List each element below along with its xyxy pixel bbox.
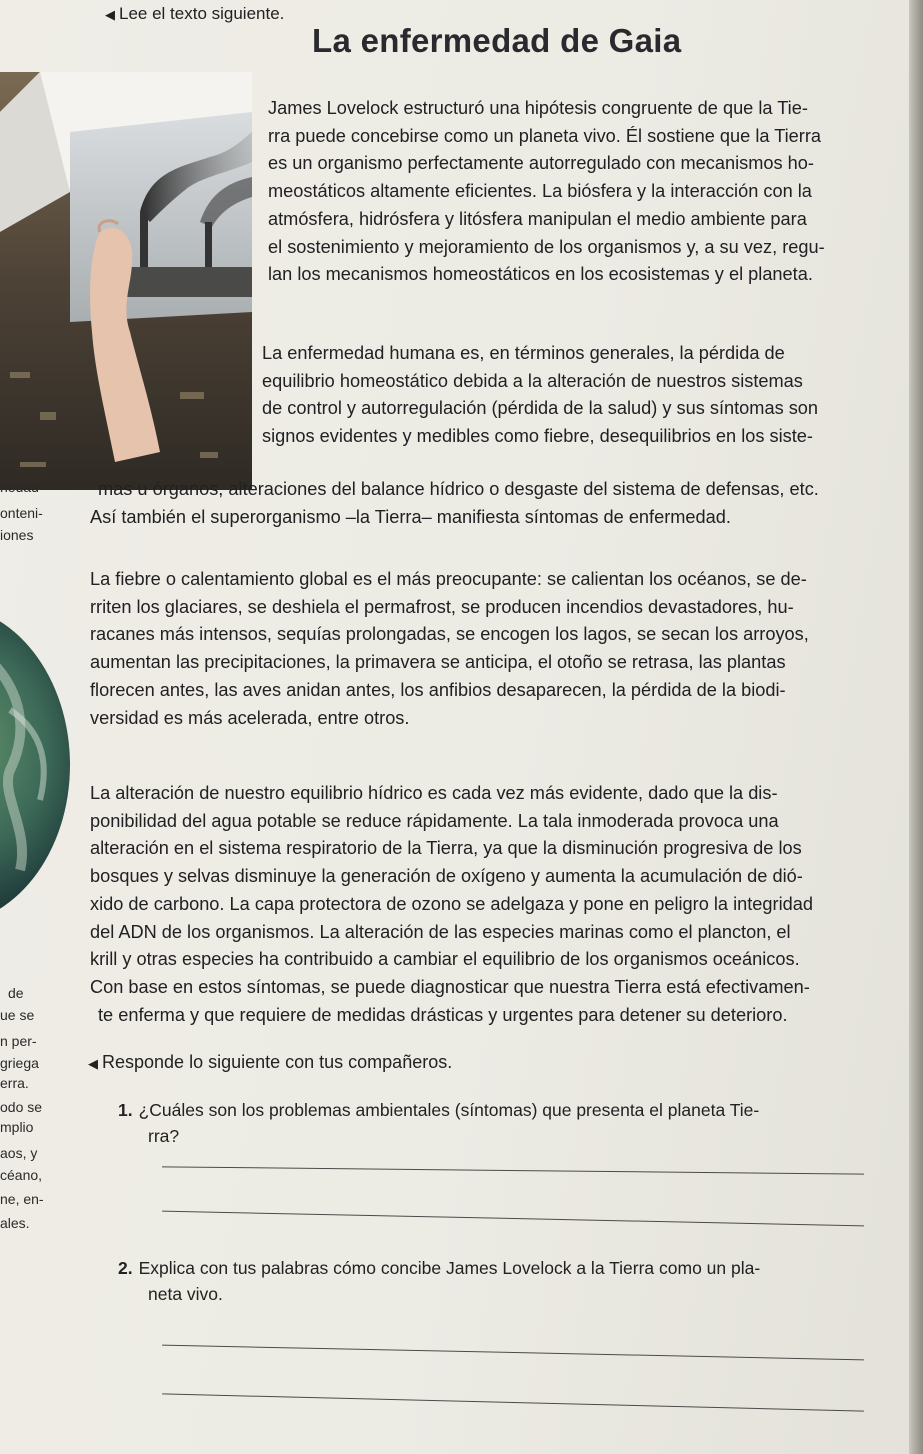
text-line: equilibrio homeostático debida a la alteración de nuestros sistemas [262, 370, 803, 391]
question-text: ¿Cuáles son los problemas ambientales (síntomas) que presenta el planeta Tie- [138, 1100, 760, 1120]
margin-fragment: nedad [0, 479, 39, 495]
triangle-bullet-icon: ◀ [105, 7, 115, 22]
activity-instruction [88, 1052, 452, 1073]
text-line: mas u órganos, alteraciones del balance hídrico o desgaste del sistema de defensas, etc. [98, 479, 819, 499]
margin-fragment: ue se [0, 1007, 35, 1023]
text-line: Así también el superorganismo –la Tierra– manifiesta síntomas de enfermedad. [90, 506, 731, 527]
question-2 [118, 1258, 760, 1279]
margin-fragment: mplio [0, 1119, 34, 1135]
margin-fragment: de [8, 985, 24, 1001]
margin-fragment: onteni- [0, 505, 43, 521]
text-line: es un organismo perfectamente autorregulado con mecanismos ho- [268, 153, 814, 174]
paragraph-2 [262, 340, 818, 451]
text-line: rra puede concebirse como un planeta vivo. Él sostiene que la Tierra [268, 125, 822, 146]
earth-photo [0, 600, 70, 930]
question-2-continued: neta vivo. [148, 1284, 223, 1304]
text-line: krill y otras especies ha contribuido a cambiar el equilibrio de los organismos oceánicos. [90, 949, 800, 970]
margin-fragment: ne, en- [0, 1191, 44, 1207]
paragraph-4 [90, 780, 813, 1029]
text-line: alteración en el sistema respiratorio de la Tierra, ya que la disminución progresiva de los [90, 838, 802, 859]
question-number: 2. [118, 1258, 133, 1278]
text-line: signos evidentes y medibles como fiebre, desequilibrios en los siste- [262, 426, 813, 447]
margin-fragment: aos, y [0, 1145, 38, 1161]
margin-fragment: ales. [0, 1215, 30, 1231]
reading-instruction [105, 4, 284, 24]
text-line: La fiebre o calentamiento global es el más preocupante: se calientan los océanos, se de- [90, 569, 807, 589]
text-line: racanes más intensos, sequías prolongadas, se encogen los lagos, se secan los arroyos, [90, 624, 809, 645]
question-text: Explica con tus palabras cómo concibe James Lovelock a la Tierra como un pla- [138, 1258, 761, 1278]
page-edge-shadow [909, 0, 923, 1454]
triangle-bullet-icon: ◀ [88, 1056, 98, 1071]
margin-fragment: griega [0, 1055, 39, 1071]
reading-instruction-text: Lee el texto siguiente. [119, 4, 285, 23]
margin-fragment: odo se [0, 1099, 43, 1115]
text-line: meostáticos altamente eficientes. La biósfera y la interacción con la [268, 181, 812, 202]
margin-fragment: céano, [0, 1167, 43, 1183]
activity-instruction-text: Responde lo siguiente con tus compañeros. [102, 1052, 453, 1072]
answer-line[interactable] [162, 1211, 864, 1227]
paragraph-1 [268, 95, 825, 289]
text-line: xido de carbono. La capa protectora de ozono se adelgaza y pone en peligro la integridad [90, 893, 813, 914]
text-line: versidad es más acelerada, entre otros. [90, 707, 410, 728]
text-line: te enferma y que requiere de medidas drásticas y urgentes para detener su deterioro. [98, 1004, 788, 1025]
question-1 [118, 1100, 759, 1121]
question-number: 1. [118, 1100, 133, 1120]
margin-fragment: n per- [0, 1033, 37, 1049]
pollution-photo [0, 72, 252, 490]
text-line: lan los mecanismos homeostáticos en los ecosistemas y el planeta. [268, 264, 813, 285]
answer-line[interactable] [162, 1166, 864, 1174]
text-line: bosques y selvas disminuye la generación de oxígeno y aumenta la acumulación de dió- [90, 866, 803, 887]
text-line: aumentan las precipitaciones, la primavera se anticipa, el otoño se retrasa, las plantas [90, 652, 786, 673]
text-line: James Lovelock estructuró una hipótesis congruente de que la Tie- [268, 98, 808, 118]
text-line: el sostenimiento y mejoramiento de los organismos y, a su vez, regu- [268, 236, 825, 257]
margin-fragment: iones [0, 527, 34, 543]
question-1-continued: rra? [148, 1126, 180, 1146]
text-line: de control y autorregulación (pérdida de la salud) y sus síntomas son [262, 398, 819, 419]
paragraph-3 [90, 566, 809, 732]
paragraph-2-continued [90, 476, 819, 531]
text-line: Con base en estos síntomas, se puede diagnosticar que nuestra Tierra está efectivamen- [90, 976, 810, 997]
text-line: rriten los glaciares, se deshiela el permafrost, se producen incendios devastadores, hu- [90, 596, 794, 617]
text-line: florecen antes, las aves anidan antes, los anfibios desaparecen, la pérdida de la biodi- [90, 679, 786, 700]
text-line: La enfermedad humana es, en términos generales, la pérdida de [262, 343, 785, 363]
text-line: ponibilidad del agua potable se reduce rápidamente. La tala inmoderada provoca una [90, 810, 779, 831]
answer-line[interactable] [162, 1393, 864, 1411]
answer-line[interactable] [162, 1345, 864, 1361]
margin-fragment: erra. [0, 1075, 29, 1091]
page-title: La enfermedad de Gaia [312, 22, 682, 59]
text-line: atmósfera, hidrósfera y litósfera manipulan el medio ambiente para [268, 208, 807, 229]
text-line: del ADN de los organismos. La alteración de las especies marinas como el plancton, el [90, 921, 791, 942]
text-line: La alteración de nuestro equilibrio hídrico es cada vez más evidente, dado que la dis- [90, 783, 778, 803]
